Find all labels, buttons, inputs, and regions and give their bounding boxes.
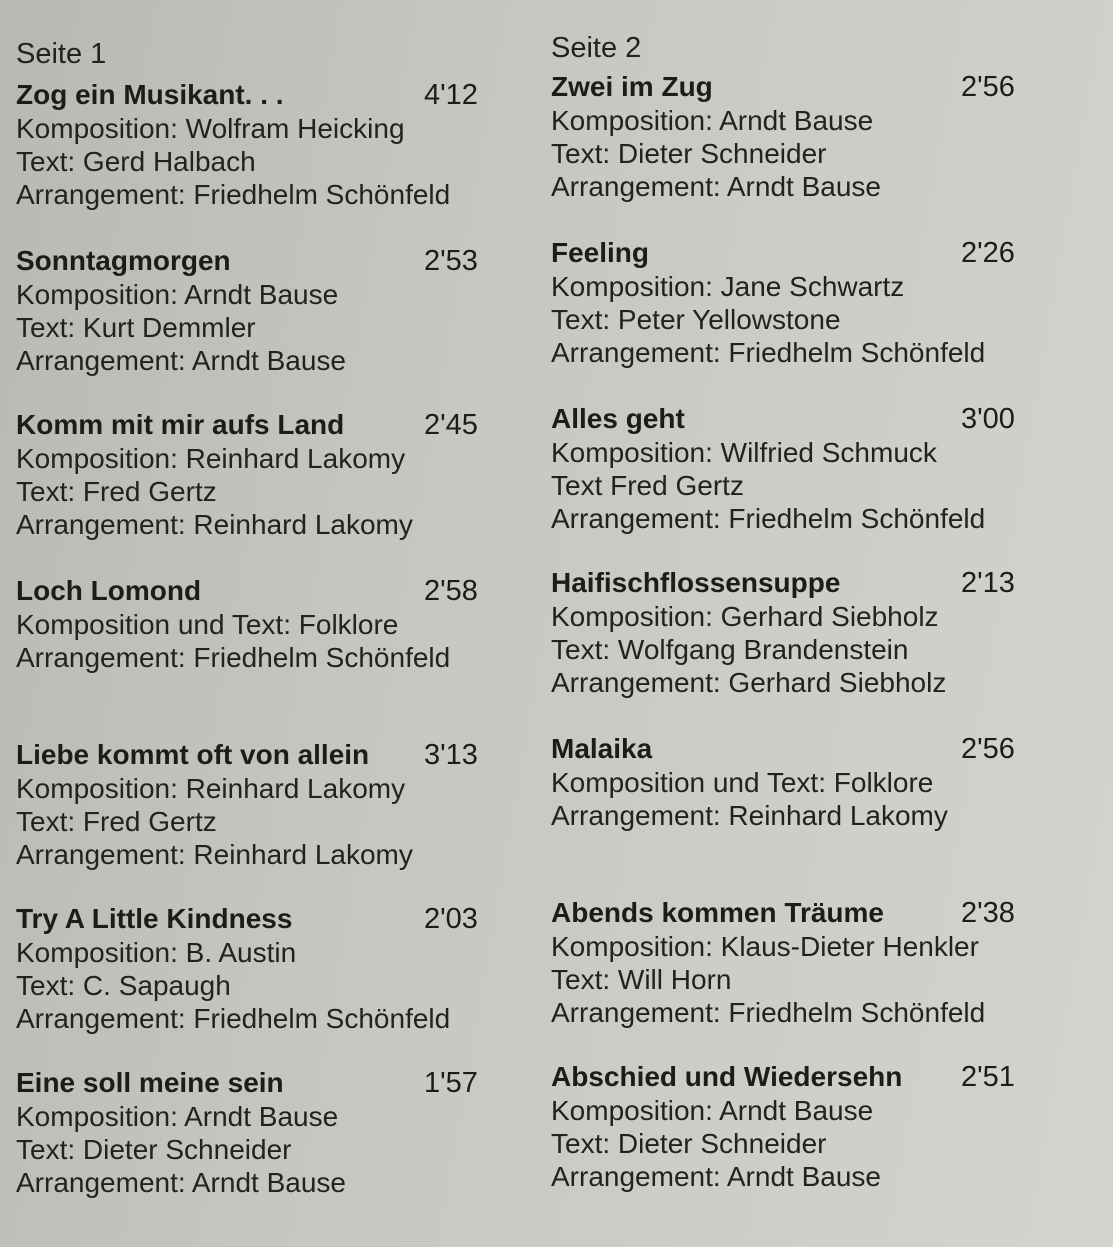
track-header: [551, 70, 1021, 104]
side-label: Seite 1: [16, 38, 107, 70]
track-title: Alles geht: [551, 403, 685, 434]
track-title: Malaika: [551, 733, 653, 764]
track-credit-line: Text Fred Gertz: [551, 470, 744, 501]
track-duration: 2'45: [424, 409, 478, 441]
track-title: Feeling: [551, 237, 650, 268]
track-credit-line: Text: Kurt Demmler: [16, 312, 256, 343]
track-header: [16, 902, 486, 936]
track-credit-line: Arrangement: Friedhelm Schönfeld: [551, 503, 986, 534]
track-title: Liebe kommt oft von allein: [16, 739, 370, 770]
track-title: Zog ein Musikant. . .: [16, 79, 284, 110]
track-duration: 2'38: [961, 897, 1015, 929]
track-credit-line: Arrangement: Arndt Bause: [551, 171, 881, 202]
track-credit-line: Komposition: Jane Schwartz: [551, 271, 905, 302]
track-title: Try A Little Kindness: [16, 903, 293, 934]
track-credit-line: Komposition: Arndt Bause: [16, 279, 339, 310]
track-entry: [16, 574, 486, 674]
track-credit-line: Arrangement: Arndt Bause: [551, 1161, 881, 1192]
track-duration: 2'58: [424, 575, 478, 607]
track-title: Eine soll meine sein: [16, 1067, 284, 1098]
track-title: Zwei im Zug: [551, 71, 713, 102]
track-header: [16, 738, 486, 772]
track-duration: 2'51: [961, 1061, 1015, 1093]
track-entry: [551, 236, 1021, 369]
track-credit-line: Komposition: Reinhard Lakomy: [16, 773, 406, 804]
track-credit-line: Text: Dieter Schneider: [551, 1128, 827, 1159]
track-credit-line: Text: Fred Gertz: [16, 806, 217, 837]
track-credit-line: Arrangement: Arndt Bause: [16, 1167, 346, 1198]
track-duration: 4'12: [424, 79, 478, 111]
track-header: [16, 1066, 486, 1100]
track-header: [16, 408, 486, 442]
track-credit-line: Arrangement: Reinhard Lakomy: [16, 509, 413, 540]
track-credit-line: Komposition: Wolfram Heicking: [16, 113, 405, 144]
track-credit-line: Komposition: Reinhard Lakomy: [16, 443, 406, 474]
track-entry: [16, 1066, 486, 1199]
track-credit-line: Komposition: Arndt Bause: [551, 1095, 874, 1126]
track-credit-line: Text: C. Sapaugh: [16, 970, 231, 1001]
track-credit-line: Arrangement: Reinhard Lakomy: [16, 839, 413, 870]
track-entry: [16, 244, 486, 377]
track-title: Sonntagmorgen: [16, 245, 231, 276]
track-entry: [16, 78, 486, 211]
track-header: [551, 1060, 1021, 1094]
track-credit-line: Komposition: Arndt Bause: [551, 105, 874, 136]
track-entry: [551, 732, 1021, 832]
track-credit-line: Arrangement: Gerhard Siebholz: [551, 667, 947, 698]
track-credit-line: Text: Gerd Halbach: [16, 146, 256, 177]
track-duration: 2'53: [424, 245, 478, 277]
track-header: [551, 402, 1021, 436]
track-title: Haifischflossensuppe: [551, 567, 841, 598]
track-entry: [16, 408, 486, 541]
track-duration: 2'03: [424, 903, 478, 935]
track-credit-line: Komposition: Klaus-Dieter Henkler: [551, 931, 979, 962]
track-credit-line: Text: Dieter Schneider: [16, 1134, 292, 1165]
track-title: Komm mit mir aufs Land: [16, 409, 345, 440]
track-duration: 3'00: [961, 403, 1015, 435]
track-credit-line: Text: Dieter Schneider: [551, 138, 827, 169]
track-duration: 3'13: [424, 739, 478, 771]
track-header: [551, 896, 1021, 930]
track-duration: 2'26: [961, 237, 1015, 269]
track-duration: 2'56: [961, 71, 1015, 103]
track-title: Abends kommen Träume: [551, 897, 884, 928]
track-entry: [551, 566, 1021, 699]
track-credit-line: Arrangement: Friedhelm Schönfeld: [16, 642, 451, 673]
track-duration: 1'57: [424, 1067, 478, 1099]
track-credit-line: Arrangement: Friedhelm Schönfeld: [16, 179, 451, 210]
track-entry: [551, 402, 1021, 535]
track-credit-line: Arrangement: Friedhelm Schönfeld: [551, 997, 986, 1028]
track-credit-line: Text: Will Horn: [551, 964, 732, 995]
track-duration: 2'13: [961, 567, 1015, 599]
track-credit-line: Arrangement: Reinhard Lakomy: [551, 800, 948, 831]
track-credit-line: Text: Peter Yellowstone: [551, 304, 841, 335]
track-title: Abschied und Wiedersehn: [551, 1061, 903, 1092]
track-credit-line: Komposition: Arndt Bause: [16, 1101, 339, 1132]
track-header: [16, 574, 486, 608]
track-title: Loch Lomond: [16, 575, 202, 606]
track-credit-line: Arrangement: Arndt Bause: [16, 345, 346, 376]
side-label: Seite 2: [551, 32, 642, 64]
track-header: [16, 244, 486, 278]
track-entry: [16, 902, 486, 1035]
track-credit-line: Komposition und Text: Folklore: [16, 609, 399, 640]
track-header: [551, 236, 1021, 270]
track-header: [551, 566, 1021, 600]
track-credit-line: Arrangement: Friedhelm Schönfeld: [16, 1003, 451, 1034]
track-duration: 2'56: [961, 733, 1015, 765]
track-entry: [551, 70, 1021, 203]
track-header: [16, 78, 486, 112]
track-credit-line: Komposition: B. Austin: [16, 937, 297, 968]
track-credit-line: Komposition und Text: Folklore: [551, 767, 934, 798]
track-credit-line: Arrangement: Friedhelm Schönfeld: [551, 337, 986, 368]
track-entry: [551, 1060, 1021, 1193]
track-credit-line: Text: Fred Gertz: [16, 476, 217, 507]
track-header: [551, 732, 1021, 766]
track-credit-line: Komposition: Gerhard Siebholz: [551, 601, 939, 632]
track-credit-line: Text: Wolfgang Brandenstein: [551, 634, 909, 665]
track-entry: [16, 738, 486, 871]
track-credit-line: Komposition: Wilfried Schmuck: [551, 437, 937, 468]
track-entry: [551, 896, 1021, 1029]
